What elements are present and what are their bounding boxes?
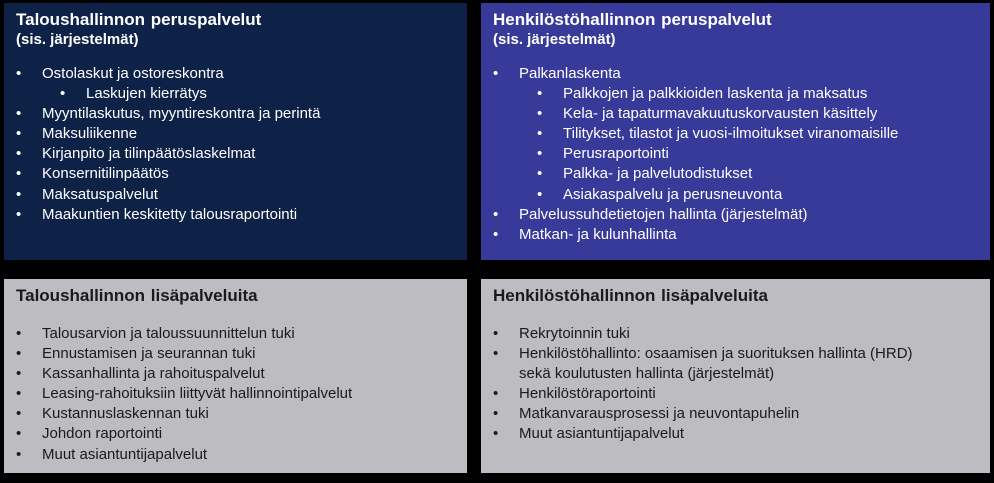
bullet-icon: • <box>493 385 499 403</box>
list-item: • Maksatuspalvelut <box>16 185 455 205</box>
service-list <box>16 324 455 465</box>
bullet-icon: • <box>16 445 22 463</box>
panel-talous-peruspalvelut <box>4 3 467 260</box>
list-item-continuation: sekä koulutusten hallinta (järjestelmät) <box>519 365 775 383</box>
bullet-icon: • <box>16 205 22 223</box>
bullet-icon: • <box>537 145 543 163</box>
bullet-icon: • <box>16 365 22 383</box>
list-subitem: • Tilitykset, tilastot ja vuosi-ilmoitukset viranomaisille <box>493 124 978 144</box>
bullet-icon: • <box>16 405 22 423</box>
list-item: • Palvelussuhdetietojen hallinta (järjestelmät) <box>493 205 978 225</box>
bullet-icon: • <box>16 185 22 203</box>
list-item: • Talousarvion ja taloussuunnittelun tuki <box>16 324 455 344</box>
bullet-icon: • <box>493 225 499 243</box>
list-subitem: • Laskujen kierrätys <box>16 84 455 104</box>
bullet-icon: • <box>60 85 66 103</box>
service-list <box>493 64 978 245</box>
list-subitem: • Palkkojen ja palkkioiden laskenta ja maksatus <box>493 84 978 104</box>
bullet-icon: • <box>537 165 543 183</box>
bullet-icon: • <box>493 325 499 342</box>
panel-subtitle: (sis. järjestelmät) <box>16 31 139 48</box>
list-item: • Kustannuslaskennan tuki <box>16 404 455 424</box>
list-subitem: • Kela- ja tapaturmavakuutuskorvausten käsittely <box>493 104 978 124</box>
bullet-icon: • <box>16 105 22 123</box>
bullet-icon: • <box>493 205 499 223</box>
bullet-icon: • <box>537 185 543 203</box>
panel-henkilosto-peruspalvelut <box>481 3 990 260</box>
list-subitem: • Palkka- ja palvelutodistukset <box>493 164 978 184</box>
bullet-icon: • <box>16 165 22 183</box>
list-item: • Kirjanpito ja tilinpäätöslaskelmat <box>16 144 455 164</box>
panel-title: Taloushallinnon peruspalvelut <box>16 10 262 29</box>
list-item: • Maakuntien keskitetty talousraportointi <box>16 205 455 225</box>
list-item: • Henkilöstöhallinto: osaamisen ja suorituksen hallinta (HRD) sekä koulutusten hallinta (järjestelmät) <box>493 344 978 384</box>
list-item: • Myyntilaskutus, myyntireskontra ja perintä <box>16 104 455 124</box>
list-item: • Matkan- ja kulunhallinta <box>493 225 978 245</box>
list-item: • Muut asiantuntijapalvelut <box>493 424 978 444</box>
list-item: • Ennustamisen ja seurannan tuki <box>16 344 455 364</box>
list-item: • Palkanlaskenta <box>493 64 978 84</box>
list-subitem: • Asiakaspalvelu ja perusneuvonta <box>493 185 978 205</box>
service-list <box>493 324 978 445</box>
panel-title: Henkilöstöhallinnon lisäpalveluita <box>493 286 768 305</box>
list-item: • Leasing-rahoituksiin liittyvät hallinnointipalvelut <box>16 384 455 404</box>
list-item: • Matkanvarausprosessi ja neuvontapuhelin <box>493 404 978 424</box>
list-subitem: • Perusraportointi <box>493 144 978 164</box>
bullet-icon: • <box>16 325 22 342</box>
bullet-icon: • <box>16 345 22 363</box>
panel-talous-lisapalvelut <box>4 279 467 473</box>
bullet-icon: • <box>537 85 543 103</box>
bullet-icon: • <box>16 145 22 163</box>
panel-henkilosto-lisapalvelut <box>481 279 990 473</box>
panel-title: Henkilöstöhallinnon peruspalvelut <box>493 10 772 29</box>
bullet-icon: • <box>493 405 499 423</box>
list-item: • Johdon raportointi <box>16 424 455 444</box>
bullet-icon: • <box>537 105 543 123</box>
list-item: • Maksuliikenne <box>16 124 455 144</box>
bullet-icon: • <box>16 65 22 82</box>
list-item: • Ostolaskut ja ostoreskontra <box>16 64 455 84</box>
panel-subtitle: (sis. järjestelmät) <box>493 31 616 48</box>
bullet-icon: • <box>16 385 22 403</box>
list-item: • Henkilöstöraportointi <box>493 384 978 404</box>
bullet-icon: • <box>16 425 22 443</box>
bullet-icon: • <box>493 345 499 363</box>
list-item: • Rekrytoinnin tuki <box>493 324 978 344</box>
bullet-icon: • <box>16 125 22 143</box>
service-list <box>16 64 455 225</box>
list-item: • Kassanhallinta ja rahoituspalvelut <box>16 364 455 384</box>
bullet-icon: • <box>493 65 499 82</box>
panel-title: Taloushallinnon lisäpalveluita <box>16 286 258 305</box>
list-item: • Muut asiantuntijapalvelut <box>16 445 455 465</box>
bullet-icon: • <box>537 125 543 143</box>
list-item: • Konsernitilinpäätös <box>16 164 455 184</box>
bullet-icon: • <box>493 425 499 443</box>
